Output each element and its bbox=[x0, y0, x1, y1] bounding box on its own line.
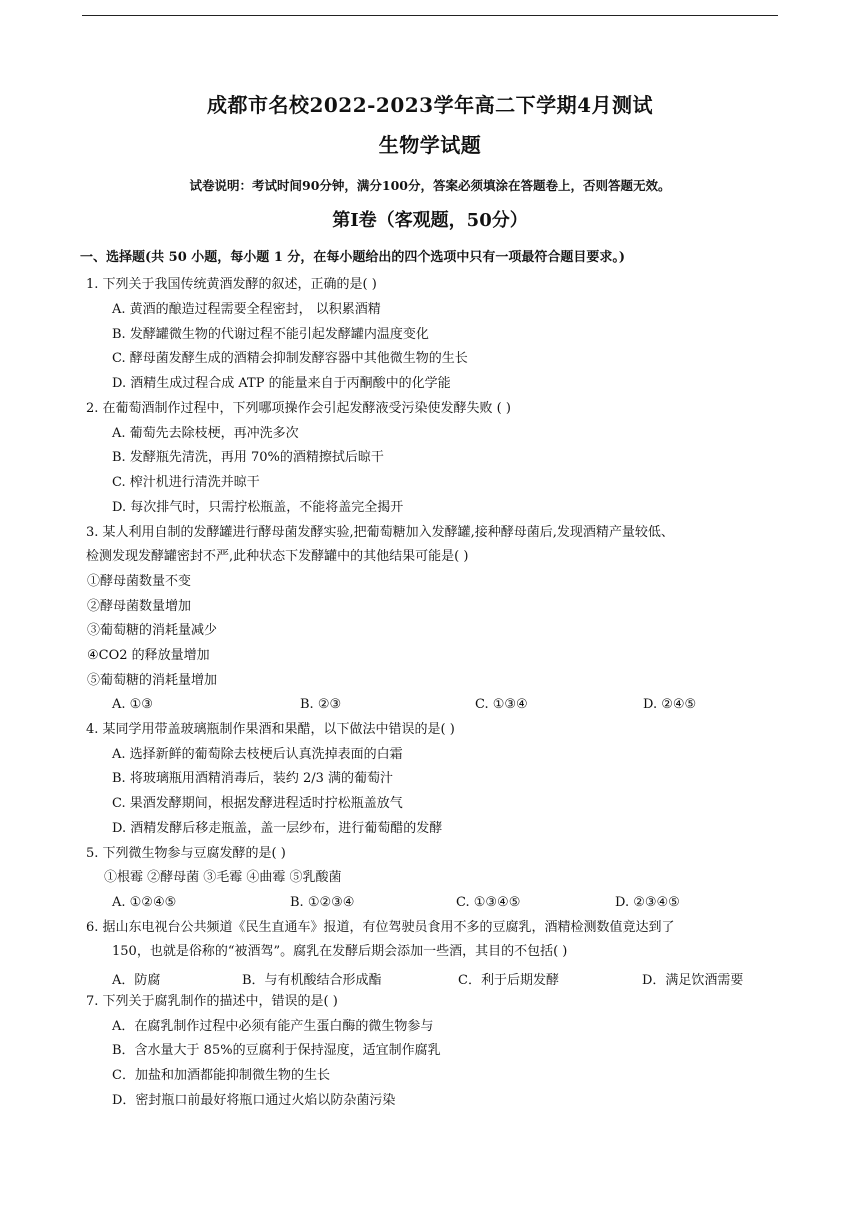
option-c: C．加盐和加酒都能抑制微生物的生长 bbox=[112, 1068, 330, 1083]
option-d: D. ②④⑤ bbox=[643, 697, 697, 712]
question-stem: 6. 据山东电视台公共频道《民生直通车》报道，有位驾驶员食用不多的豆腐乳，酒精检测数值竟达到了 bbox=[86, 920, 675, 935]
option-a: A. 选择新鲜的葡萄除去枝梗后认真洗掉表面的白霜 bbox=[112, 747, 403, 762]
exam-instructions: 试卷说明：考试时间90分钟，满分100分，答案必须填涂在答题卷上，否则答题无效。 bbox=[189, 178, 671, 193]
option-a: A. 葡萄先去除枝梗，再冲洗多次 bbox=[112, 426, 299, 441]
option-b: B. 发酵罐微生物的代谢过程不能引起发酵罐内温度变化 bbox=[112, 327, 429, 342]
statement-4: ④CO2 的释放量增加 bbox=[87, 648, 210, 663]
question-stem: 5. 下列微生物参与豆腐发酵的是( ) bbox=[86, 846, 286, 861]
question-stem: 2. 在葡萄酒制作过程中，下列哪项操作会引起发酵液受污染使发酵失败 ( ) bbox=[86, 401, 511, 416]
option-d: D. 每次排气时，只需拧松瓶盖，不能将盖完全揭开 bbox=[112, 500, 404, 515]
option-c: C. 果酒发酵期间，根据发酵进程适时拧松瓶盖放气 bbox=[112, 796, 403, 811]
option-a: A. 黄酒的酿造过程需要全程密封， 以积累酒精 bbox=[112, 302, 381, 317]
option-a: A. ①③ bbox=[112, 697, 153, 712]
option-c: C．利于后期发酵 bbox=[458, 973, 559, 988]
question-stem: 3. 某人利用自制的发酵罐进行酵母菌发酵实验,把葡萄糖加入发酵罐,接种酵母菌后,发现酒精产量较低、 bbox=[86, 525, 674, 540]
option-b: B. ②③ bbox=[300, 697, 342, 712]
option-a: A．在腐乳制作过程中必须有能产生蛋白酶的微生物参与 bbox=[112, 1019, 434, 1034]
exam-title: 成都市名校2022-2023学年高二下学期4月测试 bbox=[206, 93, 654, 117]
option-a: A．防腐 bbox=[112, 973, 161, 988]
option-d: D．满足饮酒需要 bbox=[642, 973, 744, 988]
option-b: B．含水量大于 85%的豆腐利于保持湿度，适宜制作腐乳 bbox=[112, 1043, 441, 1058]
option-c: C. ①③④⑤ bbox=[456, 895, 521, 910]
option-d: D. ②③④⑤ bbox=[615, 895, 680, 910]
question-stem: 4. 某同学用带盖玻璃瓶制作果酒和果醋，以下做法中错误的是( ) bbox=[86, 722, 455, 737]
volume-heading: 第Ⅰ卷（客观题，50分） bbox=[332, 210, 528, 231]
option-c: C. 酵母菌发酵生成的酒精会抑制发酵容器中其他微生物的生长 bbox=[112, 351, 468, 366]
statement-3: ③葡萄糖的消耗量减少 bbox=[87, 623, 218, 638]
question-stem-cont: 150，也就是俗称的“被酒驾”。腐乳在发酵后期会添加一些酒，其目的不包括( ) bbox=[112, 944, 568, 959]
option-b: B. 将玻璃瓶用酒精消毒后，装约 2/3 满的葡萄汁 bbox=[112, 771, 394, 786]
question-stem-cont: 检测发现发酵罐密封不严,此种状态下发酵罐中的其他结果可能是( ) bbox=[86, 549, 469, 564]
section-heading: 一、选择题(共 50 小题，每小题 1 分，在每小题给出的四个选项中只有一项最符合题目要求。) bbox=[80, 250, 626, 265]
question-stem: 1. 下列关于我国传统黄酒发酵的叙述，正确的是( ) bbox=[86, 277, 377, 292]
statement-2: ②酵母菌数量增加 bbox=[87, 599, 192, 614]
option-d: D. 酒精生成过程合成 ATP 的能量来自于丙酮酸中的化学能 bbox=[112, 376, 451, 391]
option-b: B. ①②③④ bbox=[290, 895, 355, 910]
option-c: C. ①③④ bbox=[475, 697, 528, 712]
option-b: B. 发酵瓶先清洗，再用 70%的酒精擦拭后晾干 bbox=[112, 450, 384, 465]
header-rule bbox=[82, 15, 778, 16]
option-b: B．与有机酸结合形成酯 bbox=[242, 973, 382, 988]
question-stem: 7. 下列关于腐乳制作的描述中，错误的是( ) bbox=[86, 994, 338, 1009]
statement-1: ①酵母菌数量不变 bbox=[87, 574, 192, 589]
option-d: D．密封瓶口前最好将瓶口通过火焰以防杂菌污染 bbox=[112, 1093, 396, 1108]
statement-5: ⑤葡萄糖的消耗量增加 bbox=[87, 673, 218, 688]
option-a: A. ①②④⑤ bbox=[112, 895, 177, 910]
subject-title: 生物学试题 bbox=[378, 133, 482, 157]
option-c: C. 榨汁机进行清洗并晾干 bbox=[112, 475, 260, 490]
organism-list: ①根霉 ②酵母菌 ③毛霉 ④曲霉 ⑤乳酸菌 bbox=[104, 870, 342, 885]
option-d: D. 酒精发酵后移走瓶盖，盖一层纱布，进行葡萄醋的发酵 bbox=[112, 821, 443, 836]
